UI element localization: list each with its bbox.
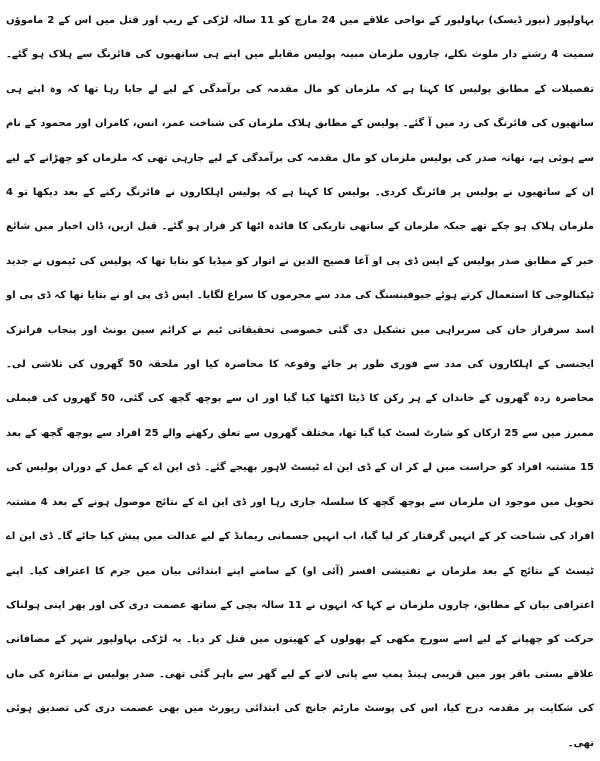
article-body-text: بہاولپور (نیوز ڈیسک) بہاولپور کے نواحی علاقے میں 24 مارچ کو 11 سالہ لڑکی کے ریپ اور قتل میں اس کے 2 ماموؤں سمیت 4 رشتے دار ملوث نکلے، چاروں ملزمان مبینہ پولیس مقابلے میں اپنے ہی ساتھیوں کی فائرنگ سے ہلاک ہو گئے۔ تفصیلات کے مطابق پولیس کا کہنا ہے کہ ملزمان کو مال مقدمہ کی برآمدگی کے لیے لے جایا رہا تھا کہ وہ اپنے ہی ساتھیوں کی فائرنگ کی زد میں آ گئے۔ پولیس کے مطابق ہلاک ملزمان کی شناخت عمر، انس، کامران اور محمود کے نام سے ہوئی ہے، تھانہ صدر کی پولیس ملزمان کو مال مقدمہ کی برآمدگی کے لیے جارہی تھی کہ ملزمان کو چھڑانے کے لیے ان کے ساتھیوں نے پولیس پر فائرنگ کردی۔ پولیس کا کہنا ہے کہ پولیس اہلکاروں نے فائرنگ رکنے کے بعد دیکھا تو 4 ملزمان ہلاک ہو چکے تھے جبکہ ملزمان کے ساتھی تاریکی کا فائدہ اٹھا کر فرار ہو گئے۔ قبل ازیں، ڈان اخبار میں شائع خبر کے مطابق صدر پولیس کے ایس ڈی پی او آغا فصیح الدین نے اتوار کو میڈیا کو بتایا تھا کہ پولیس کی ٹیموں نے جدید ٹیکنالوجی کا استعمال کرتے ہوئے جیوفینسنگ کی مدد سے مجرموں کا سراغ لگایا۔ ایس ڈی پی او نے بتایا تھا کہ ڈی پی او اسد سرفراز خان کی سربراہی میں تشکیل دی گئی خصوصی تحقیقاتی ٹیم نے کرائم سین یونٹ اور پنجاب فرانزک ایجنسی کے اہلکاروں کی مدد سے فوری طور پر جائے وقوعہ کا محاصرہ کیا اور ملحقہ 50 گھروں کی تلاشی لی۔ محاصرہ زدہ گھروں کے خاندان کے ہر رکن کا ڈیٹا اکٹھا کیا گیا اور ان سے پوچھ گچھ کی گئی، 50 گھروں کی فیملی ممبرز میں سے 25 ارکان کو شارٹ لسٹ کیا گیا تھا، مختلف گھروں سے تعلق رکھنے والے 25 افراد سے پوچھ گچھ کے بعد 15 مشتبہ افراد کو حراست میں لے کر ان کے ڈی این اے ٹیسٹ لاہور بھیجے گئے۔ ڈی این اے کے عمل کے دوران پولیس کی تحویل میں موجود ان ملزمان سے پوچھ گچھ کا سلسلہ جاری رہا اور ڈی این اے کے نتائج موصول ہونے کے بعد 4 مشتبہ افراد کی شناخت کر کے انہیں گرفتار کر لیا گیا، اب انہیں جسمانی ریمانڈ کے لیے عدالت میں پیش کیا جائے گا۔ ڈی این اے ٹیسٹ کے نتائج کے بعد ملزمان نے تفتیشی افسر (آئی او) کے سامنے اپنے ابتدائی بیان میں جرم کا اعتراف کیا۔ اپنے اعترافی بیان کے مطابق، چاروں ملزمان نے کہا کہ انہوں نے 11 سالہ بچی کے ساتھ عصمت دری کی اور پھر اپنی ہولناک حرکت کو چھپانے کے لیے اسے سورج مکھی کے پھولوں کے کھیتوں میں قتل کر دیا۔ یہ لڑکی بہاولپور شہر کے مضافاتی علاقے بستی باقر پور میں قریبی ہینڈ پمپ سے پانی لانے کے لیے گھر سے باہر گئی تھی۔ صدر پولیس نے متاثرہ کی ماں کی شکایت پر مقدمہ درج کیا، اس کی پوسٹ مارٹم جانچ کی ابتدائی رپورٹ میں بھی عصمت دری کی تصدیق ہوئی تھی۔	[6, 15, 595, 749]
